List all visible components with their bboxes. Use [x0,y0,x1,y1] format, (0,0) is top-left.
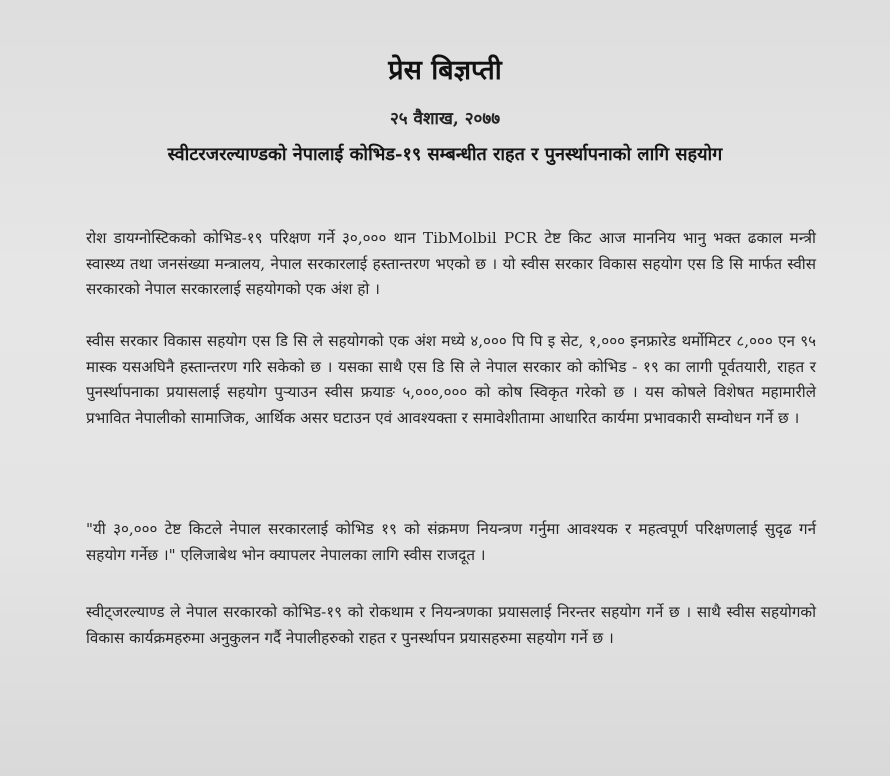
paragraph-2: स्वीस सरकार विकास सहयोग एस डि सि ले सहयोगको एक अंश मध्ये ४,००० पि पि इ सेट, १,००० इनफ्रारेड थर्मोमिटर ८,००० एन ९५ मास्क यसअघिनै हस्तान्तरण गरि सकेको छ । यसका साथै एस डि सि ले नेपाल सरकार को कोभिड - १९ का लागी पूर्वतयारी, राहत र पुनर्स्थापनाका प्रयासलाई सहयोग पुऱ्याउन स्वीस फ्रयाङ ५,०००,००० को कोष स्विकृत गरेको छ । यस कोषले विशेषत महामारीले प्रभावित नेपालीको सामाजिक, आर्थिक असर घटाउन एवं आवश्यक्ता र समावेशीतामा आधारित कार्यमा प्रभावकारी सम्वोधन गर्ने छ । [86,332,817,427]
document-title: प्रेस बिज्ञप्ती [388,55,502,86]
paragraph-4: स्वीट्जरल्याण्ड ले नेपाल सरकारको कोभिड-१९ को रोकथाम र नियन्त्रणका प्रयासलाई निरन्तर सहयोग गर्ने छ । साथै स्वीस सहयोगको विकास कार्यक्रमहरुमा अनुकुलन गर्दै नेपालीहरुको राहत र पुनर्स्थापन प्रयासहरुमा सहयोग गर्ने छ । [86,603,816,647]
document-subtitle: स्वीटरजरल्याण्डको नेपालाई कोभिड-१९ सम्बन्धीत राहत र पुनर्स्थापनाको लागि सहयोग [167,144,723,165]
paragraph-1: रोश डायग्नोस्टिकको कोभिड-१९ परिक्षण गर्ने ३०,००० थान TibMolbil PCR टेष्ट किट आज माननिय भानु भक्त ढकाल मन्त्री स्वास्थ्य तथा जनसंख्या मन्त्रालय, नेपाल सरकारलाई हस्तान्तरण भएको छ । यो स्वीस सरकार विकास सहयोग एस डि सि मार्फत स्वीस सरकारको नेपाल सरकारलाई सहयोगको एक अंश हो । [86,229,816,298]
paragraph-3-quote: "यी ३०,००० टेष्ट किटले नेपाल सरकारलाई कोभिड १९ को संक्रमण नियन्त्रण गर्नुमा आवश्यक र महत्वपूर्ण परिक्षणलाई सुदृढ गर्न सहयोग गर्नेछ ।" एलिजाबेथ भोन क्यापलर नेपालका लागि स्वीस राजदूत । [86,520,816,564]
document-date: २५ वैशाख, २०७७ [389,109,501,129]
